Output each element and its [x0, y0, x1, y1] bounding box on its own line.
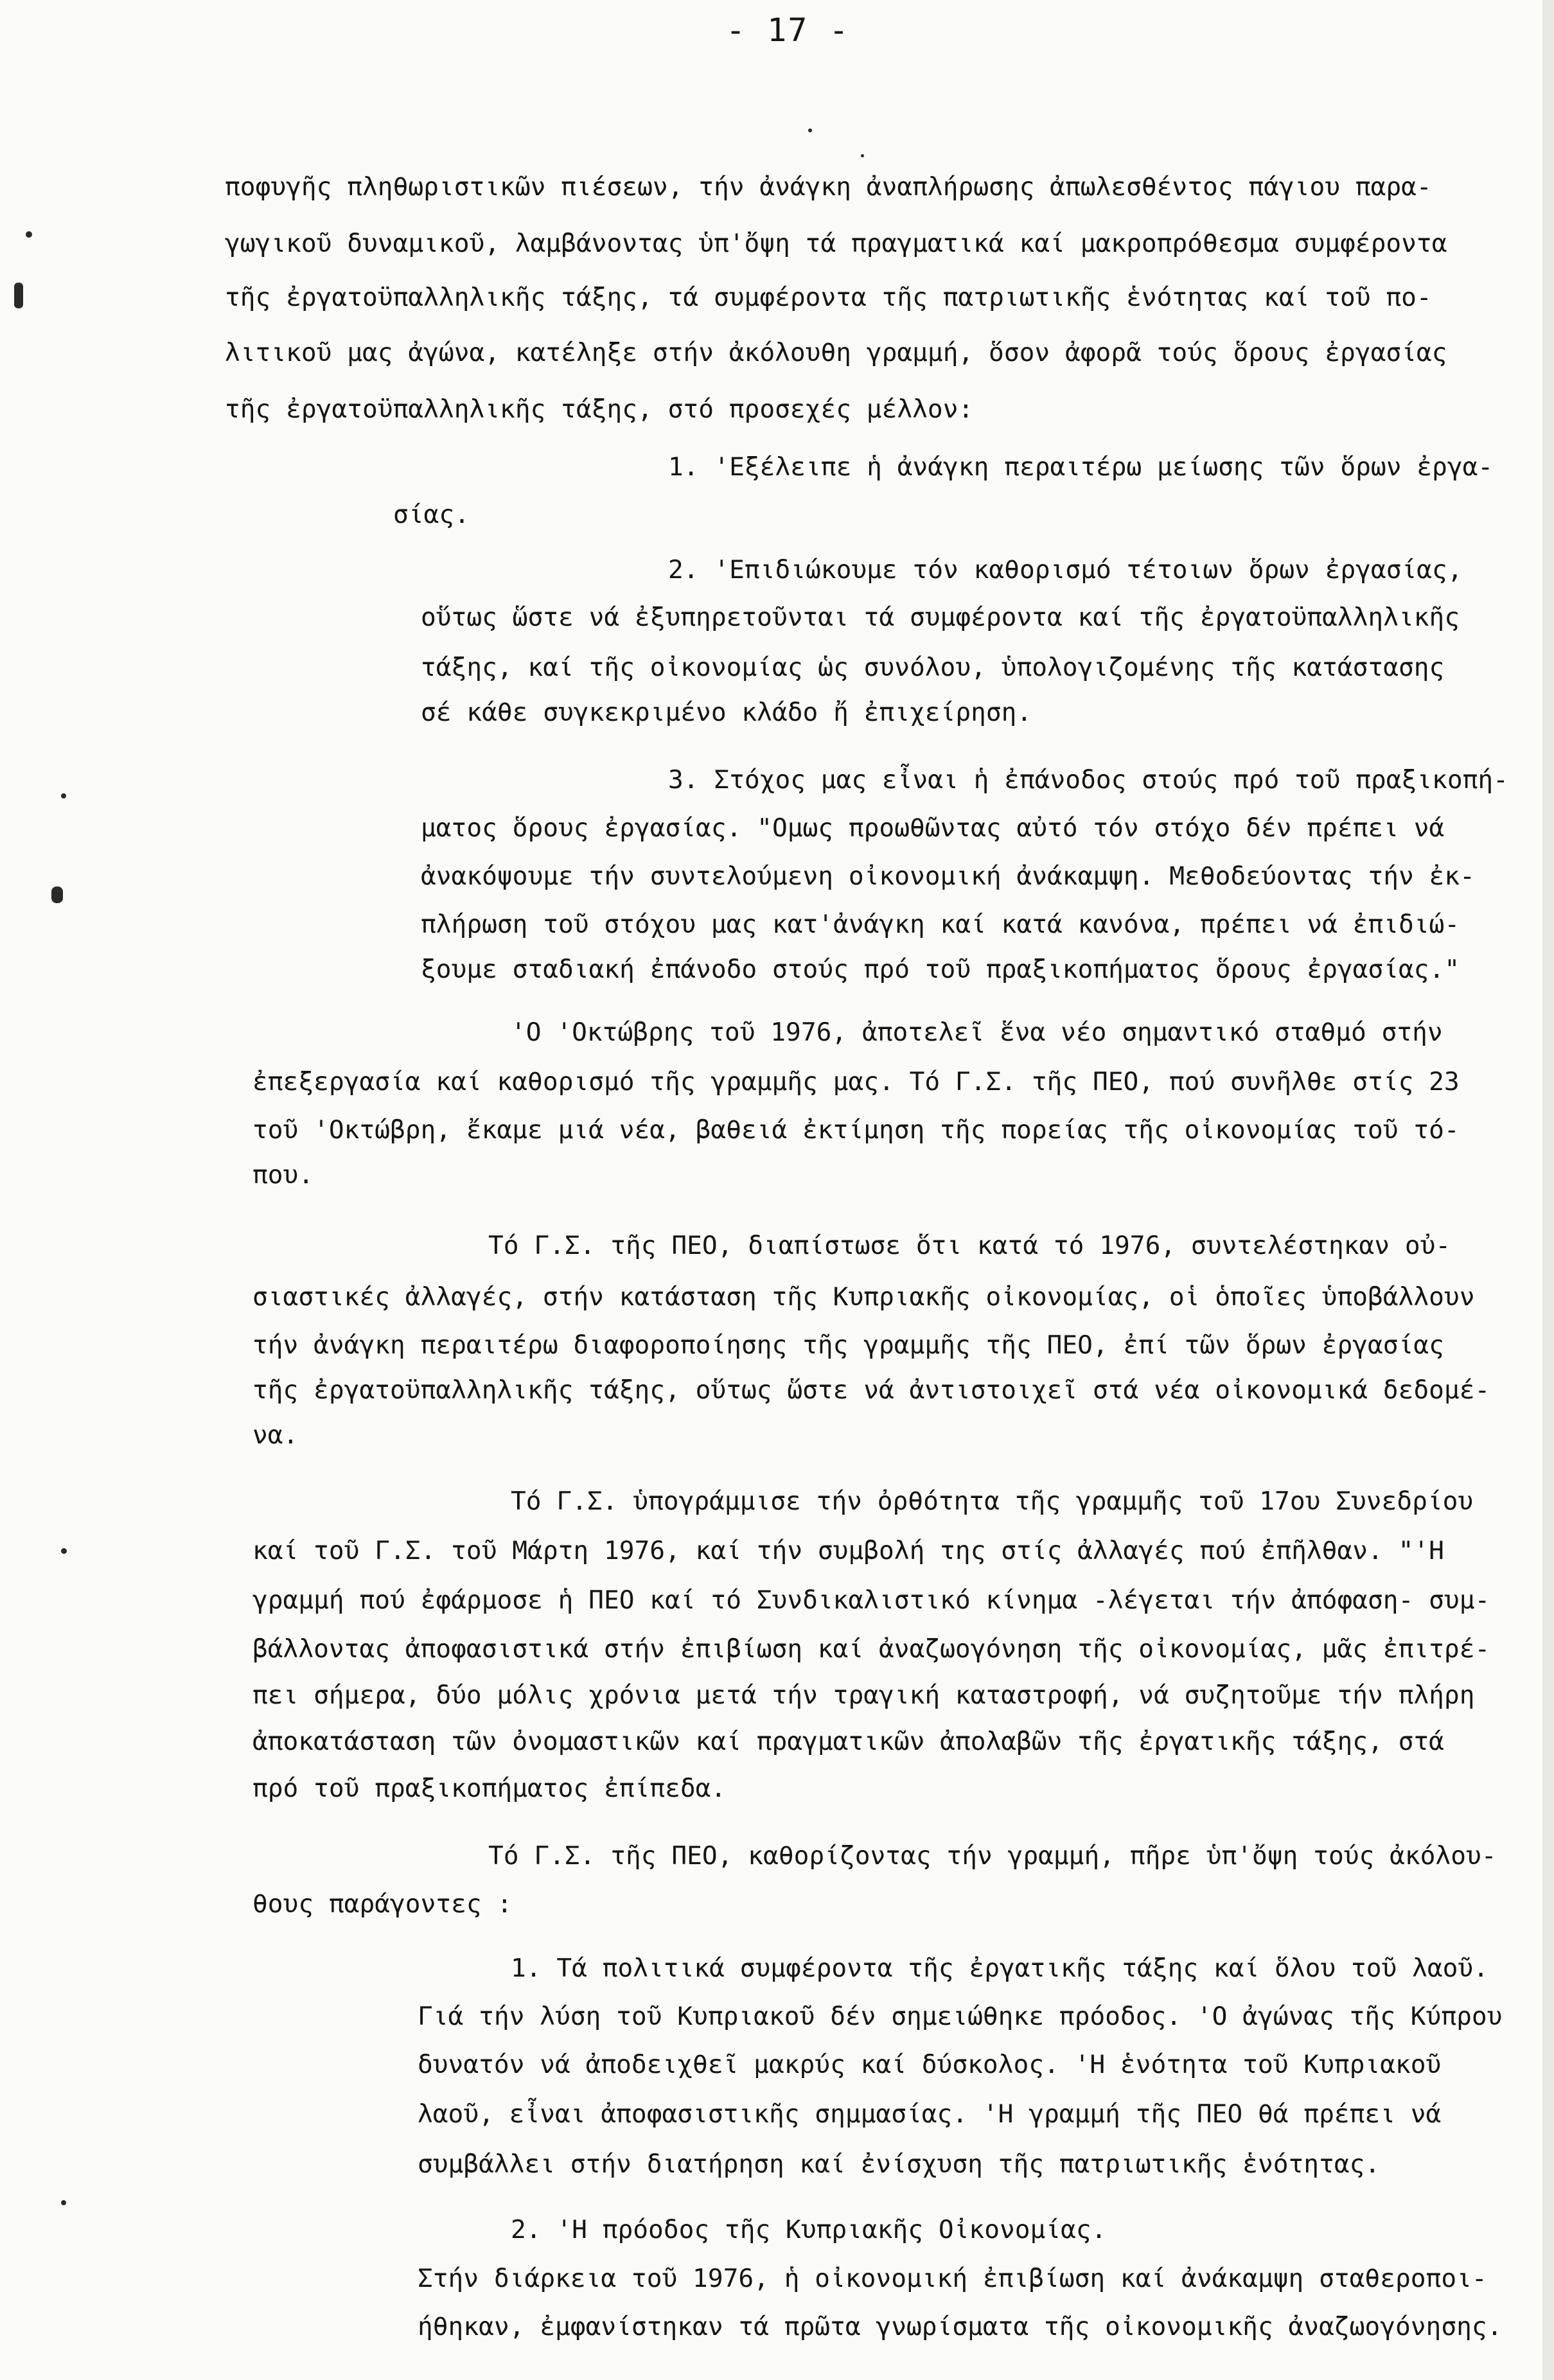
- text-line: Τό Γ.Σ. ὑπογράμμισε τήν ὀρθότητα τῆς γραμμῆς τοῦ 17ου Συνεδρίου: [511, 1486, 1474, 1516]
- text-line: πλήρωση τοῦ στόχου μας κατ'ἀνάγκη καί κατά κανόνα, πρέπει νά ἐπιδιώ-: [421, 910, 1460, 939]
- scan-speck: [61, 1548, 67, 1554]
- scan-speck: [51, 886, 63, 903]
- text-line: 'Ο 'Οκτώβρης τοῦ 1976, ἀποτελεῖ ἕνα νέο σημαντικό σταθμό στήν: [511, 1018, 1443, 1047]
- text-line: τήν ἀνάγκη περαιτέρω διαφοροποίησης τῆς γραμμῆς τῆς ΠΕΟ, ἐπί τῶν ὅρων ἐργασίας: [252, 1330, 1444, 1360]
- text-line: 2. 'Επιδιώκουμε τόν καθορισμό τέτοιων ὅρων ἐργασίας,: [668, 555, 1463, 585]
- scan-speck: [26, 231, 32, 238]
- text-line: τῆς ἐργατοϋπαλληλικῆς τάξης, τά συμφέροντα τῆς πατριωτικῆς ἑνότητας καί τοῦ πο-: [225, 283, 1432, 312]
- text-line: ἀποκατάσταση τῶν ὀνομαστικῶν καί πραγματικῶν ἀπολαβῶν τῆς ἐργατικῆς τάξης, στά: [252, 1727, 1444, 1756]
- text-line: σιαστικές ἀλλαγές, στήν κατάσταση τῆς Κυπριακῆς οἰκονομίας, οἱ ὁποῖες ὑποβάλλουν: [252, 1282, 1475, 1312]
- text-line: τῆς ἐργατοϋπαλληλικῆς τάξης, οὕτως ὥστε νά ἀντιστοιχεῖ στά νέα οἰκονομικά δεδομέ-: [252, 1375, 1490, 1405]
- text-line: πει σήμερα, δύο μόλις χρόνια μετά τήν τραγική καταστροφή, νά συζητοῦμε τήν πλήρη: [252, 1680, 1475, 1710]
- scan-speck: [61, 793, 66, 798]
- text-line: Τό Γ.Σ. τῆς ΠΕΟ, διαπίστωσε ὅτι κατά τό 1976, συντελέστηκαν οὐ-: [488, 1231, 1451, 1260]
- text-line: 1. Τά πολιτικά συμφέροντα τῆς ἐργατικῆς τάξης καί ὅλου τοῦ λαοῦ.: [511, 1953, 1488, 1983]
- text-line: ἀνακόψουμε τήν συντελούμενη οἰκονομική ἀνάκαμψη. Μεθοδεύοντας τήν ἐκ-: [421, 861, 1475, 891]
- text-line: ματος ὅρους ἐργασίας. "Ομως προωθῶντας αὐτό τόν στόχο δέν πρέπει νά: [421, 813, 1445, 843]
- scan-speck: [14, 283, 23, 308]
- text-line: ἐπεξεργασία καί καθορισμό τῆς γραμμῆς μας. Τό Γ.Σ. τῆς ΠΕΟ, πού συνῆλθε στίς 23: [252, 1067, 1460, 1097]
- page-number: - 17 -: [726, 12, 850, 49]
- text-line: ξουμε σταδιακή ἐπάνοδο στούς πρό τοῦ πραξικοπήματος ὅρους ἐργασίας.": [421, 955, 1460, 984]
- text-line: λαοῦ, εἶναι ἀποφασιστικῆς σημμασίας. 'Η γραμμή τῆς ΠΕΟ θά πρέπει νά: [418, 2099, 1442, 2129]
- text-line: που.: [252, 1160, 314, 1190]
- text-line: οὕτως ὥστε νά ἐξυπηρετοῦνται τά συμφέροντα καί τῆς ἐργατοϋπαλληλικῆς: [421, 603, 1460, 632]
- text-line: τάξης, καί τῆς οἰκονομίας ὡς συνόλου, ὑπολογιζομένης τῆς κατάστασης: [421, 653, 1445, 682]
- text-line: γραμμή πού ἐφάρμοσε ἡ ΠΕΟ καί τό Συνδικαλιστικό κίνημα -λέγεται τήν ἀπόφαση- συμ-: [252, 1585, 1490, 1615]
- text-line: τῆς ἐργατοϋπαλληλικῆς τάξης, στό προσεχές μέλλον:: [225, 394, 974, 424]
- text-line: ποφυγῆς πληθωριστικῶν πιέσεων, τήν ἀνάγκη ἀναπλήρωσης ἀπωλεσθέντος πάγιου παρα-: [225, 172, 1432, 202]
- text-line: τοῦ 'Οκτώβρη, ἔκαμε μιά νέα, βαθειά ἐκτίμηση τῆς πορείας τῆς οἰκονομίας τοῦ τό-: [252, 1115, 1460, 1145]
- scan-edge: [1542, 0, 1554, 2380]
- text-line: λιτικοῦ μας ἀγώνα, κατέληξε στήν ἀκόλουθη γραμμή, ὅσον ἀφορᾶ τούς ὅρους ἐργασίας: [225, 338, 1447, 367]
- text-line: βάλλοντας ἀποφασιστικά στήν ἐπιβίωση καί ἀναζωογόνηση τῆς οἰκονομίας, μᾶς ἐπιτρέ-: [252, 1634, 1490, 1664]
- text-line: σίας.: [393, 500, 470, 529]
- text-line: Τό Γ.Σ. τῆς ΠΕΟ, καθορίζοντας τήν γραμμή, πῆρε ὑπ'ὄψη τούς ἀκόλου-: [488, 1841, 1497, 1871]
- text-line: καί τοῦ Γ.Σ. τοῦ Μάρτη 1976, καί τήν συμβολή της στίς ἀλλαγές πού ἐπῆλθαν. "'Η: [252, 1536, 1444, 1565]
- text-line: σέ κάθε συγκεκριμένο κλάδο ἤ ἐπιχείρηση.: [421, 698, 1032, 727]
- text-line: συμβάλλει στήν διατήρηση καί ἐνίσχυση τῆς πατριωτικῆς ἑνότητας.: [418, 2149, 1381, 2179]
- text-line: δυνατόν νά ἀποδειχθεῖ μακρύς καί δύσκολος. 'Η ἑνότητα τοῦ Κυπριακοῦ: [418, 2050, 1442, 2079]
- text-line: πρό τοῦ πραξικοπήματος ἐπίπεδα.: [252, 1774, 727, 1803]
- scan-speck: [861, 154, 864, 157]
- text-line: ήθηκαν, ἐμφανίστηκαν τά πρῶτα γνωρίσματα τῆς οἰκονομικῆς ἀναζωογόνησης.: [418, 2312, 1503, 2341]
- text-line: να.: [252, 1420, 299, 1450]
- scan-speck: [808, 128, 812, 132]
- text-line: γωγικοῦ δυναμικοῦ, λαμβάνοντας ὑπ'ὄψη τά πραγματικά καί μακροπρόθεσμα συμφέροντα: [225, 229, 1447, 258]
- text-line: 1. 'Εξέλειπε ἡ ἀνάγκη περαιτέρω μείωσης τῶν ὅρων ἐργα-: [668, 452, 1494, 482]
- text-line: Στήν διάρκεια τοῦ 1976, ἡ οἰκονομική ἐπιβίωση καί ἀνάκαμψη σταθεροποι-: [418, 2264, 1487, 2293]
- text-line: 2. 'Η πρόοδος τῆς Κυπριακῆς Οἰκονομίας.: [511, 2215, 1107, 2244]
- text-line: θους παράγοντες :: [252, 1889, 513, 1919]
- text-line: Γιά τήν λύση τοῦ Κυπριακοῦ δέν σημειώθηκε πρόοδος. 'Ο ἀγώνας τῆς Κύπρου: [418, 2002, 1503, 2031]
- text-line: 3. Στόχος μας εἶναι ἡ ἐπάνοδος στούς πρό τοῦ πραξικοπή-: [668, 765, 1508, 795]
- scan-speck: [61, 2200, 66, 2205]
